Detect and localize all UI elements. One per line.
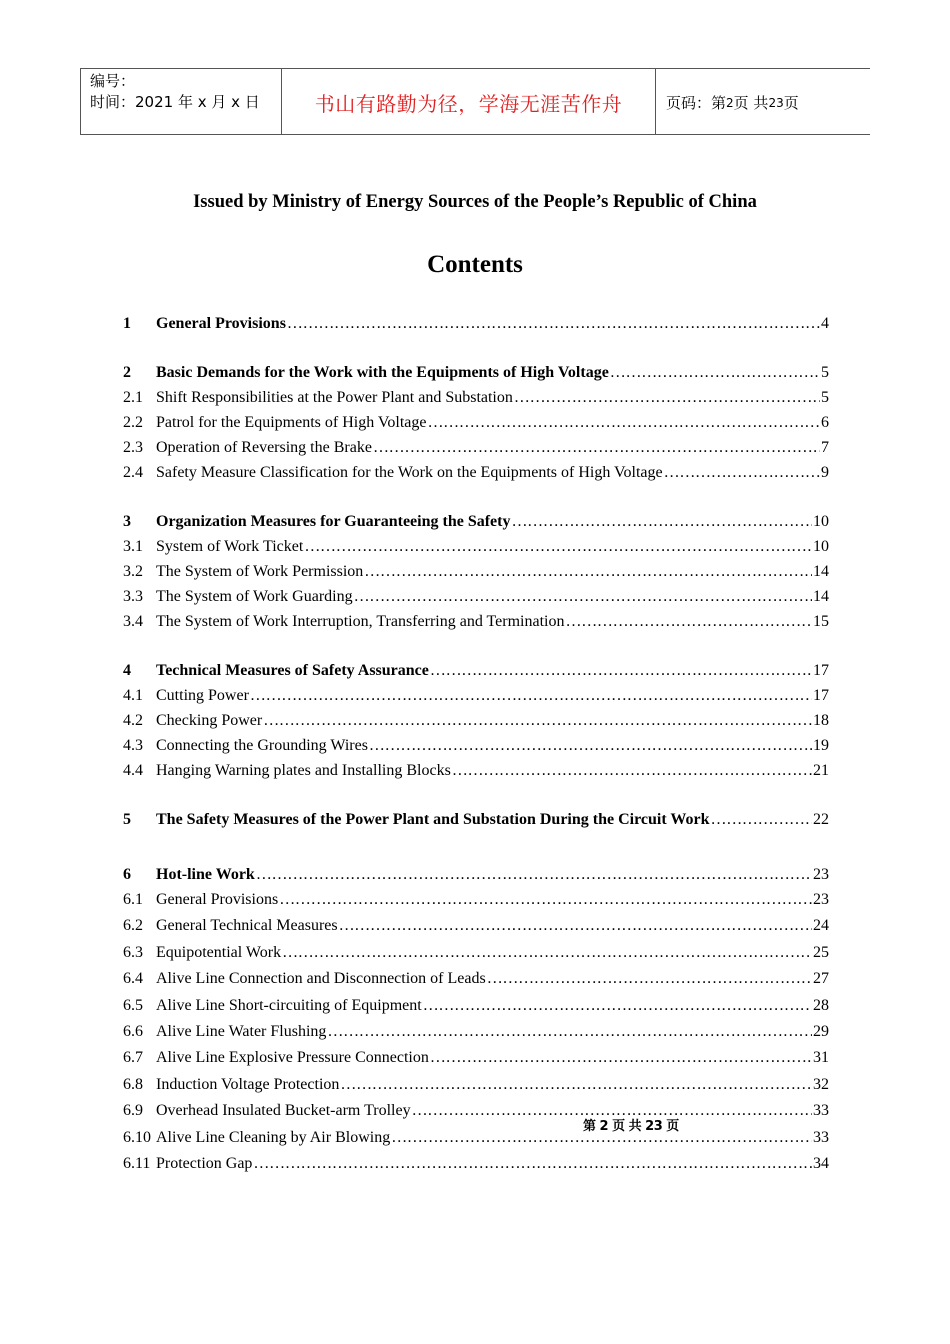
toc-entry-page: 14 [813, 588, 829, 605]
toc-leader-dots [610, 364, 820, 382]
toc-entry-page: 23 [813, 891, 829, 908]
toc-leader-dots [253, 1155, 812, 1173]
toc-leader-dots [430, 662, 812, 680]
toc-entry-title: Hot-line Work [156, 866, 255, 883]
toc-leader-dots [430, 1049, 812, 1067]
toc-section-row [123, 866, 829, 891]
page-current: 2 [726, 95, 734, 110]
toc-entry-number: 6.6 [123, 1022, 143, 1040]
toc-entry-page: 14 [813, 563, 829, 580]
header-motto: 书山有路勤为径，学海无涯苦作舟 [282, 69, 656, 134]
toc-entry-page: 33 [813, 1128, 829, 1146]
toc-entry-title: Connecting the Grounding Wires [156, 737, 368, 754]
toc-leader-dots [263, 712, 812, 730]
toc-item-row [123, 1023, 829, 1049]
toc-entry-page: 28 [813, 996, 829, 1014]
toc-entry-title: Equipotential Work [156, 943, 282, 961]
toc-spacer [123, 340, 829, 364]
toc-entry-page: 10 [813, 538, 829, 555]
toc-item-row [123, 538, 829, 563]
page-label-1: 页码：第 [666, 94, 727, 112]
toc-entry-title: The Safety Measures of the Power Plant and Substation During the Circuit Work [156, 811, 710, 828]
toc-item-row [123, 464, 829, 489]
toc-entry-title: System of Work Ticket [156, 538, 304, 555]
toc-entry-page: 10 [813, 513, 829, 530]
toc-item-row [123, 1129, 829, 1155]
toc-leader-dots [304, 538, 812, 556]
toc-entry-number: 4.2 [123, 712, 143, 729]
toc-entry-number: 2.3 [123, 439, 143, 456]
date-suffix: 年 x 月 x 日 [177, 93, 260, 111]
toc-leader-dots [256, 866, 812, 884]
toc-entry-number: 6.11 [123, 1154, 151, 1172]
toc-entry-number: 6.8 [123, 1075, 143, 1093]
toc-leader-dots [664, 464, 820, 482]
toc-entry-page: 5 [821, 364, 829, 381]
toc-item-row [123, 1049, 829, 1075]
toc-entry-title: General Technical Measures [156, 917, 338, 935]
date-prefix: 时间： [90, 93, 136, 111]
toc-entry-title: Alive Line Cleaning by Air Blowing [156, 1128, 391, 1146]
header-page-number [656, 69, 870, 134]
toc-leader-dots [279, 891, 812, 909]
document-number-label: 编号： [90, 72, 136, 90]
toc-leader-dots [514, 389, 820, 407]
page-total: 23 [768, 95, 784, 110]
toc-entry-page: 27 [813, 970, 829, 988]
toc-entry-number: 4 [123, 662, 131, 679]
toc-item-row [123, 1155, 829, 1181]
toc-section-row [123, 315, 829, 340]
toc-leader-dots [354, 588, 812, 606]
toc-entry-number: 6.7 [123, 1049, 143, 1067]
toc-entry-number: 6.5 [123, 996, 143, 1014]
toc-item-row [123, 917, 829, 943]
toc-entry-page: 24 [813, 917, 829, 935]
toc-spacer [123, 638, 829, 662]
toc-spacer [123, 787, 829, 811]
toc-section-row [123, 811, 829, 836]
toc-entry-title: General Provisions [156, 315, 286, 332]
toc-entry-title: The System of Work Permission [156, 563, 364, 580]
toc-entry-page: 15 [813, 613, 829, 630]
toc-entry-title: Overhead Insulated Bucket-arm Trolley [156, 1102, 411, 1120]
toc-leader-dots [364, 563, 812, 581]
toc-entry-number: 3.4 [123, 613, 143, 630]
toc-item-row [123, 997, 829, 1023]
toc-leader-dots [373, 439, 820, 457]
toc-item-row [123, 389, 829, 414]
toc-entry-title: Technical Measures of Safety Assurance [156, 662, 429, 679]
page-label-3: 页 [783, 94, 799, 112]
toc-entry-title: Hanging Warning plates and Installing Blocks [156, 762, 451, 779]
contents-title: Contents [427, 251, 523, 278]
toc-entry-page: 29 [813, 1022, 829, 1040]
toc-entry-page: 19 [813, 737, 829, 754]
toc-entry-number: 1 [123, 315, 131, 332]
toc-item-row [123, 414, 829, 439]
toc-spacer [123, 489, 829, 513]
page-footer: 第 2 页 共 23 页 [581, 1115, 681, 1134]
toc-entry-page: 17 [813, 687, 829, 704]
document-header-table [80, 68, 870, 135]
toc-section-row [123, 513, 829, 538]
toc-entry-page: 23 [813, 866, 829, 883]
toc-entry-page: 25 [813, 943, 829, 961]
toc-entry-number: 6 [123, 866, 131, 883]
toc-entry-page: 5 [821, 389, 829, 406]
toc-item-row [123, 712, 829, 737]
toc-item-row [123, 613, 829, 638]
toc-entry-page: 32 [813, 1075, 829, 1093]
toc-entry-page: 4 [821, 315, 829, 332]
header-info-cell [81, 69, 282, 134]
toc-entry-number: 3.2 [123, 563, 143, 580]
toc-leader-dots [452, 762, 812, 780]
toc-entry-title: Alive Line Connection and Disconnection of Leads [156, 970, 486, 988]
toc-item-row [123, 1102, 829, 1128]
toc-entry-title: Protection Gap [156, 1154, 253, 1172]
toc-leader-dots [327, 1023, 812, 1041]
toc-entry-number: 6.3 [123, 943, 143, 961]
toc-leader-dots [250, 687, 812, 705]
page-label-2: 页 共 [733, 94, 769, 112]
toc-entry-page: 34 [813, 1154, 829, 1172]
toc-entry-title: Alive Line Water Flushing [156, 1022, 327, 1040]
toc-item-row [123, 687, 829, 712]
toc-leader-dots [711, 811, 813, 829]
toc-entry-page: 18 [813, 712, 829, 729]
toc-entry-number: 6.1 [123, 891, 143, 908]
toc-item-row [123, 891, 829, 917]
toc-entry-page: 33 [813, 1102, 829, 1120]
toc-item-row [123, 439, 829, 464]
toc-entry-title: The System of Work Guarding [156, 588, 353, 605]
toc-entry-page: 6 [821, 414, 829, 431]
toc-section-row [123, 364, 829, 389]
toc-leader-dots [566, 613, 813, 631]
toc-entry-number: 6.4 [123, 970, 143, 988]
toc-entry-number: 5 [123, 811, 131, 828]
toc-leader-dots [423, 997, 812, 1015]
toc-entry-title: Alive Line Explosive Pressure Connection [156, 1049, 429, 1067]
toc-entry-number: 3.3 [123, 588, 143, 605]
date-year: 2021 [135, 93, 174, 111]
toc-entry-number: 6.2 [123, 917, 143, 935]
toc-leader-dots [427, 414, 820, 432]
toc-entry-number: 3 [123, 513, 131, 530]
toc-item-row [123, 1076, 829, 1102]
toc-leader-dots [369, 737, 812, 755]
toc-entry-page: 22 [813, 811, 829, 828]
toc-entry-page: 21 [813, 762, 829, 779]
toc-entry-number: 2.2 [123, 414, 143, 431]
document-date [90, 92, 281, 113]
toc-entry-title: General Provisions [156, 891, 279, 908]
toc-entry-title: Checking Power [156, 712, 263, 729]
toc-entry-title: Alive Line Short-circuiting of Equipment [156, 996, 422, 1014]
toc-leader-dots [287, 315, 820, 333]
toc-leader-dots [339, 917, 812, 935]
toc-entry-page: 31 [813, 1049, 829, 1067]
toc-entry-title: Basic Demands for the Work with the Equipments of High Voltage [156, 364, 609, 381]
toc-leader-dots [487, 970, 812, 988]
toc-entry-title: The System of Work Interruption, Transferring and Termination [156, 613, 565, 630]
toc-item-row [123, 563, 829, 588]
toc-item-row [123, 588, 829, 613]
toc-leader-dots [340, 1076, 812, 1094]
toc-entry-page: 17 [813, 662, 829, 679]
toc-entry-page: 7 [821, 439, 829, 456]
toc-entry-number: 6.10 [123, 1128, 151, 1146]
toc-entry-number: 2 [123, 364, 131, 381]
toc-entry-number: 2.4 [123, 464, 143, 481]
toc-item-row [123, 944, 829, 970]
toc-entry-title: Operation of Reversing the Brake [156, 439, 372, 456]
toc-leader-dots [511, 513, 812, 531]
toc-section-row [123, 662, 829, 687]
toc-entry-number: 4.1 [123, 687, 143, 704]
issued-by-heading: Issued by Ministry of Energy Sources of the People’s Republic of China [193, 192, 757, 212]
toc-item-row [123, 762, 829, 787]
toc-entry-number: 6.9 [123, 1102, 143, 1120]
toc-spacer [123, 836, 829, 866]
toc-entry-number: 4.4 [123, 762, 143, 779]
toc-item-row [123, 970, 829, 996]
toc-entry-title: Shift Responsibilities at the Power Plant and Substation [156, 389, 513, 406]
toc-entry-title: Patrol for the Equipments of High Voltage [156, 414, 427, 431]
toc-entry-title: Induction Voltage Protection [156, 1075, 340, 1093]
toc-entry-number: 2.1 [123, 389, 143, 406]
table-of-contents [123, 315, 829, 1181]
toc-entry-title: Safety Measure Classification for the Work on the Equipments of High Voltage [156, 464, 663, 481]
toc-item-row [123, 737, 829, 762]
toc-entry-page: 9 [821, 464, 829, 481]
toc-leader-dots [282, 944, 812, 962]
toc-entry-title: Organization Measures for Guaranteeing the Safety [156, 513, 511, 530]
toc-entry-title: Cutting Power [156, 687, 249, 704]
toc-entry-number: 4.3 [123, 737, 143, 754]
toc-entry-number: 3.1 [123, 538, 143, 555]
